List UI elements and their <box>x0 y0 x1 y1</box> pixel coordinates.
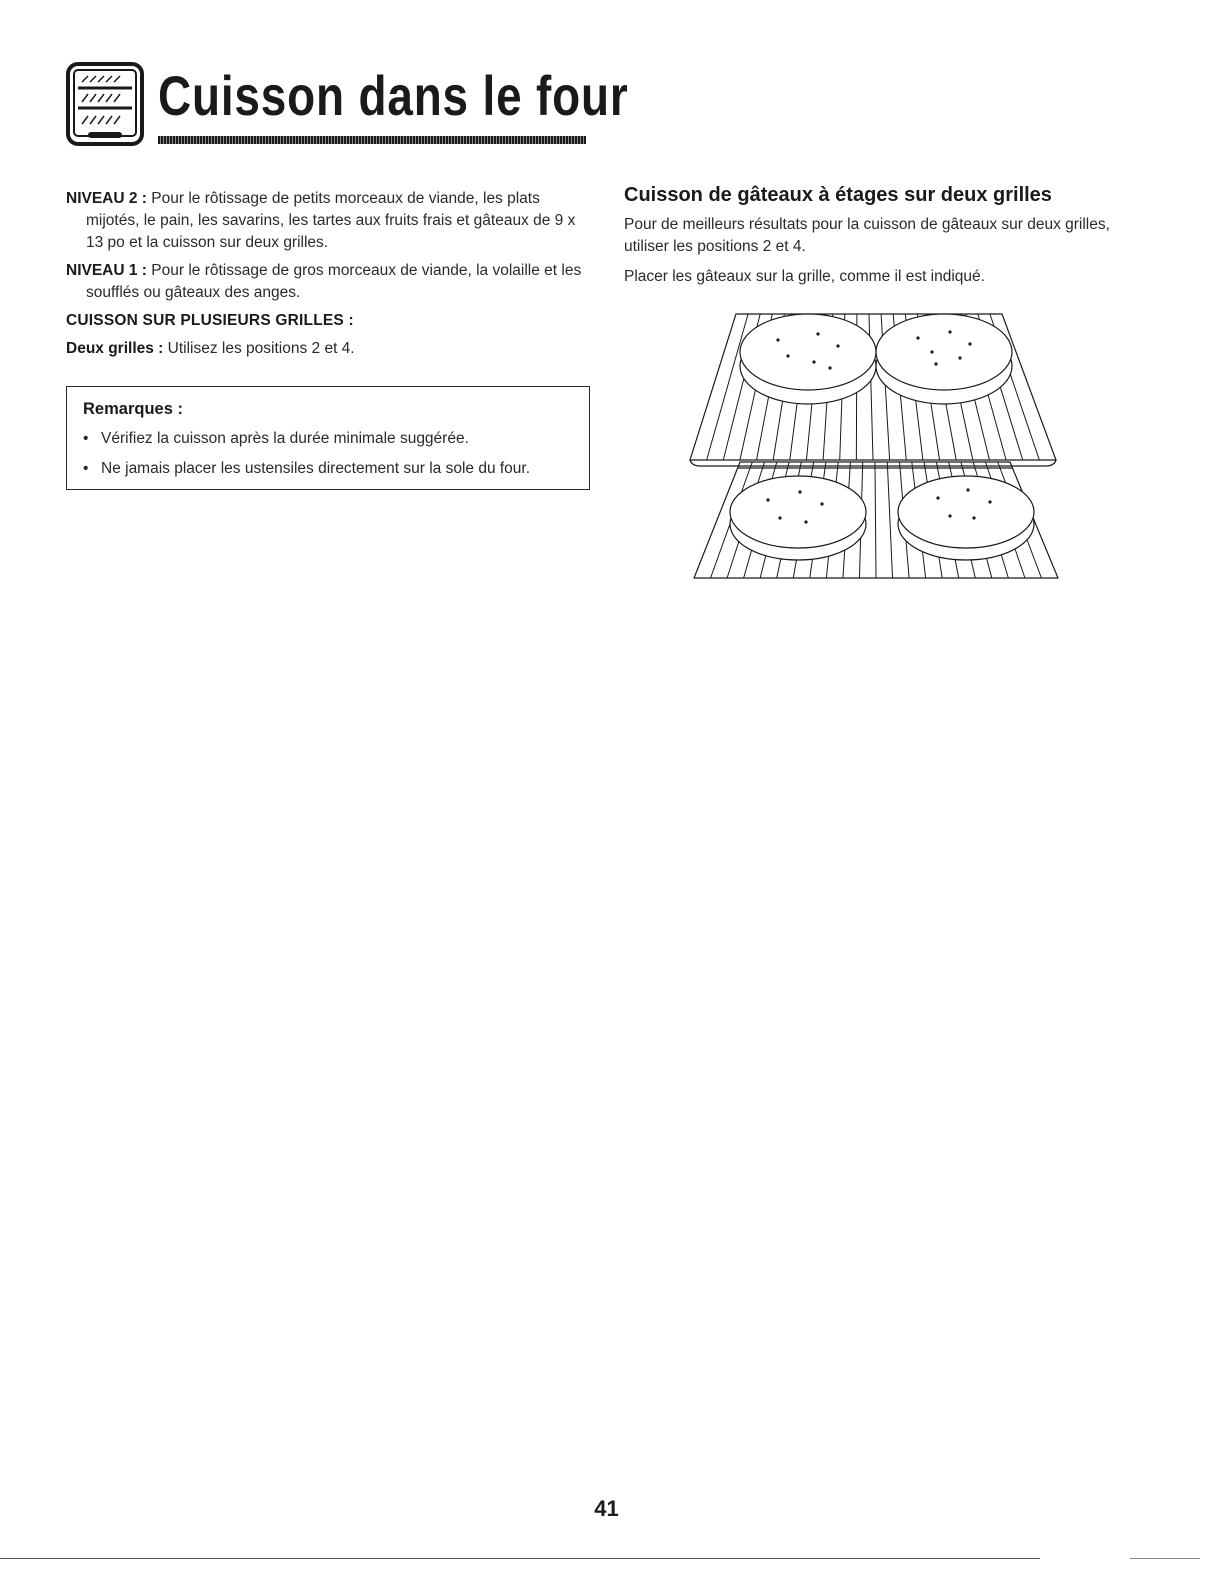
note-item <box>83 427 573 451</box>
lower-left-cake <box>730 476 866 560</box>
upper-right-cake <box>876 314 1012 404</box>
notes-list <box>83 427 573 481</box>
niveau-1-paragraph <box>66 260 596 304</box>
multi-rack-heading: CUISSON SUR PLUSIEURS GRILLES : <box>66 312 354 329</box>
title-underline <box>158 136 586 144</box>
bullet-icon: • <box>83 430 89 447</box>
placement-paragraph: Placer les gâteaux sur la grille, comme il est indiqué. <box>624 268 985 285</box>
two-rack-cake-illustration <box>688 312 1064 588</box>
note-item <box>83 457 573 481</box>
upper-left-cake <box>740 314 876 404</box>
niveau-1-text: Pour le rôtissage de gros morceaux de viande, la volaille et les soufflés ou gâteaux des anges. <box>86 262 582 301</box>
section-title: Cuisson de gâteaux à étages sur deux grilles <box>624 184 1052 206</box>
oven-icon <box>66 62 144 148</box>
niveau-2-text: Pour le rôtissage de petits morceaux de viande, les plats mijotés, le pain, les savarins, les tartes aux fruits frais et gâteaux de 9 x 13 po et la cuisson sur deux grilles. <box>86 190 576 251</box>
note-text: Ne jamais placer les ustensiles directement sur la sole du four. <box>101 460 531 477</box>
two-racks-label: Deux grilles : <box>66 340 164 357</box>
notes-title: Remarques : <box>83 400 183 418</box>
bullet-icon: • <box>83 460 89 477</box>
footer-rule <box>0 1558 1040 1559</box>
left-column <box>66 188 596 366</box>
page-header <box>66 62 629 152</box>
page-title: Cuisson dans le four <box>158 64 629 127</box>
footer-rule-short <box>1130 1558 1200 1559</box>
notes-box <box>66 386 590 490</box>
layer-cake-paragraph: Pour de meilleurs résultats pour la cuisson de gâteaux sur deux grilles, utiliser les positions 2 et 4. <box>624 216 1110 255</box>
right-column <box>624 184 1124 296</box>
niveau-1-label: NIVEAU 1 : <box>66 262 147 279</box>
niveau-2-paragraph <box>66 188 596 254</box>
two-racks-paragraph <box>66 338 596 360</box>
niveau-2-label: NIVEAU 2 : <box>66 190 147 207</box>
page-number: 41 <box>594 1496 619 1521</box>
lower-right-cake <box>898 476 1034 560</box>
note-text: Vérifiez la cuisson après la durée minimale suggérée. <box>101 430 469 447</box>
two-racks-text: Utilisez les positions 2 et 4. <box>167 340 355 357</box>
